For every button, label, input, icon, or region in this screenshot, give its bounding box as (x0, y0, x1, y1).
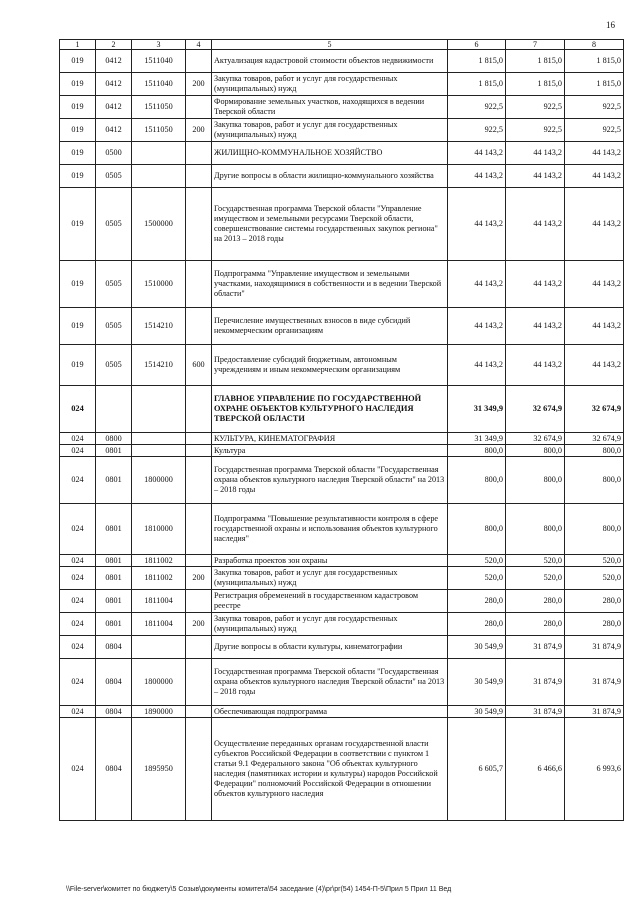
amount-year-1: 44 143,2 (448, 261, 506, 308)
section-code: 0801 (96, 567, 132, 590)
grbs-code: 019 (60, 119, 96, 142)
table-body (60, 40, 624, 821)
column-header: 4 (186, 40, 212, 50)
section-code: 0412 (96, 50, 132, 73)
amount-year-2: 32 674,9 (506, 386, 565, 433)
item-name: Государственная программа Тверской области "Государственная охрана объектов культурного наследия Тверской области" на 2013 – 2018 годы (212, 457, 448, 504)
amount-year-2: 1 815,0 (506, 50, 565, 73)
amount-year-2: 6 466,6 (506, 718, 565, 821)
target-article-code: 1511050 (132, 96, 186, 119)
expense-type-code: 600 (186, 345, 212, 386)
amount-year-1: 44 143,2 (448, 165, 506, 188)
expense-type-code (186, 308, 212, 345)
amount-year-1: 1 815,0 (448, 50, 506, 73)
amount-year-2: 800,0 (506, 504, 565, 555)
table-row (60, 659, 624, 706)
target-article-code: 1510000 (132, 261, 186, 308)
amount-year-3: 520,0 (565, 567, 624, 590)
amount-year-1: 1 815,0 (448, 73, 506, 96)
target-article-code: 1500000 (132, 188, 186, 261)
grbs-code: 019 (60, 73, 96, 96)
grbs-code: 019 (60, 188, 96, 261)
expense-type-code: 200 (186, 73, 212, 96)
amount-year-2: 44 143,2 (506, 261, 565, 308)
table-row (60, 590, 624, 613)
grbs-code: 024 (60, 590, 96, 613)
amount-year-2: 280,0 (506, 613, 565, 636)
table-row (60, 261, 624, 308)
amount-year-3: 32 674,9 (565, 433, 624, 445)
expense-type-code (186, 445, 212, 457)
amount-year-2: 32 674,9 (506, 433, 565, 445)
target-article-code: 1800000 (132, 659, 186, 706)
column-header: 3 (132, 40, 186, 50)
target-article-code: 1811002 (132, 567, 186, 590)
amount-year-2: 31 874,9 (506, 706, 565, 718)
section-code: 0412 (96, 96, 132, 119)
target-article-code (132, 386, 186, 433)
section-code: 0804 (96, 706, 132, 718)
amount-year-1: 31 349,9 (448, 433, 506, 445)
grbs-code: 024 (60, 613, 96, 636)
amount-year-2: 1 815,0 (506, 73, 565, 96)
amount-year-3: 44 143,2 (565, 142, 624, 165)
amount-year-3: 280,0 (565, 590, 624, 613)
expense-type-code (186, 261, 212, 308)
grbs-code: 019 (60, 308, 96, 345)
item-name: КУЛЬТУРА, КИНЕМАТОГРАФИЯ (212, 433, 448, 445)
section-code: 0801 (96, 555, 132, 567)
item-name: Закупка товаров, работ и услуг для государственных (муниципальных) нужд (212, 613, 448, 636)
target-article-code: 1800000 (132, 457, 186, 504)
expense-type-code (186, 50, 212, 73)
column-header: 7 (506, 40, 565, 50)
item-name: Осуществление переданных органам государственной власти субъектов Российской Федерации в соответствии с пунктом 1 статьи 9.1 Федерального закона "Об объектах культурного наследия (памятниках истории и культуры) народов Российской Федерации" полномочий Российской Федерации в отношении объектов культурного наследия (212, 718, 448, 821)
expense-type-code (186, 590, 212, 613)
table-row (60, 308, 624, 345)
item-name: Подпрограмма "Повышение результативности контроля в сфере государственной охраны и использования объектов культурного наследия" (212, 504, 448, 555)
target-article-code (132, 433, 186, 445)
budget-table (59, 39, 624, 821)
amount-year-3: 800,0 (565, 504, 624, 555)
amount-year-2: 31 874,9 (506, 636, 565, 659)
amount-year-2: 31 874,9 (506, 659, 565, 706)
expense-type-code (186, 142, 212, 165)
expense-type-code (186, 457, 212, 504)
amount-year-1: 520,0 (448, 555, 506, 567)
target-article-code: 1511040 (132, 50, 186, 73)
expense-type-code (186, 96, 212, 119)
table-row (60, 119, 624, 142)
item-name: Культура (212, 445, 448, 457)
item-name: Формирование земельных участков, находящихся в ведении Тверской области (212, 96, 448, 119)
item-name: ГЛАВНОЕ УПРАВЛЕНИЕ ПО ГОСУДАРСТВЕННОЙ ОХРАНЕ ОБЪЕКТОВ КУЛЬТУРНОГО НАСЛЕДИЯ ТВЕРСКОЙ ОБЛАСТИ (212, 386, 448, 433)
section-code: 0801 (96, 445, 132, 457)
grbs-code: 019 (60, 261, 96, 308)
item-name: Обеспечивающая подпрограмма (212, 706, 448, 718)
grbs-code: 019 (60, 345, 96, 386)
amount-year-1: 520,0 (448, 567, 506, 590)
section-code: 0412 (96, 73, 132, 96)
grbs-code: 024 (60, 706, 96, 718)
section-code: 0800 (96, 433, 132, 445)
amount-year-3: 44 143,2 (565, 345, 624, 386)
target-article-code: 1514210 (132, 345, 186, 386)
amount-year-1: 280,0 (448, 613, 506, 636)
amount-year-3: 800,0 (565, 457, 624, 504)
table-row (60, 613, 624, 636)
table-row (60, 50, 624, 73)
grbs-code: 024 (60, 445, 96, 457)
amount-year-1: 922,5 (448, 119, 506, 142)
amount-year-3: 44 143,2 (565, 308, 624, 345)
table-row (60, 188, 624, 261)
amount-year-1: 44 143,2 (448, 308, 506, 345)
target-article-code (132, 636, 186, 659)
section-code: 0801 (96, 457, 132, 504)
section-code: 0505 (96, 345, 132, 386)
item-name: Закупка товаров, работ и услуг для государственных (муниципальных) нужд (212, 567, 448, 590)
section-code: 0801 (96, 590, 132, 613)
amount-year-2: 922,5 (506, 96, 565, 119)
table-row (60, 96, 624, 119)
target-article-code (132, 142, 186, 165)
item-name: Государственная программа Тверской области "Государственная охрана объектов культурного наследия Тверской области" на 2013 – 2018 годы (212, 659, 448, 706)
target-article-code: 1810000 (132, 504, 186, 555)
table-row (60, 73, 624, 96)
expense-type-code (186, 555, 212, 567)
table-row (60, 445, 624, 457)
amount-year-1: 922,5 (448, 96, 506, 119)
item-name: Закупка товаров, работ и услуг для государственных (муниципальных) нужд (212, 119, 448, 142)
grbs-code: 019 (60, 96, 96, 119)
column-header: 1 (60, 40, 96, 50)
section-code: 0804 (96, 718, 132, 821)
section-code: 0801 (96, 613, 132, 636)
amount-year-2: 44 143,2 (506, 165, 565, 188)
target-article-code: 1511050 (132, 119, 186, 142)
grbs-code: 019 (60, 142, 96, 165)
item-name: Разработка проектов зон охраны (212, 555, 448, 567)
expense-type-code (186, 636, 212, 659)
grbs-code: 019 (60, 165, 96, 188)
target-article-code: 1895950 (132, 718, 186, 821)
amount-year-3: 520,0 (565, 555, 624, 567)
section-code: 0500 (96, 142, 132, 165)
column-header: 8 (565, 40, 624, 50)
amount-year-3: 922,5 (565, 119, 624, 142)
grbs-code: 024 (60, 457, 96, 504)
expense-type-code: 200 (186, 613, 212, 636)
amount-year-2: 800,0 (506, 445, 565, 457)
section-code: 0505 (96, 188, 132, 261)
column-header: 5 (212, 40, 448, 50)
column-header: 2 (96, 40, 132, 50)
section-code: 0801 (96, 504, 132, 555)
table-row (60, 636, 624, 659)
expense-type-code (186, 433, 212, 445)
expense-type-code (186, 165, 212, 188)
section-code (96, 386, 132, 433)
target-article-code: 1811004 (132, 590, 186, 613)
amount-year-1: 6 605,7 (448, 718, 506, 821)
amount-year-1: 44 143,2 (448, 345, 506, 386)
amount-year-2: 44 143,2 (506, 188, 565, 261)
amount-year-2: 800,0 (506, 457, 565, 504)
target-article-code: 1811002 (132, 555, 186, 567)
target-article-code: 1514210 (132, 308, 186, 345)
item-name: ЖИЛИЩНО-КОММУНАЛЬНОЕ ХОЗЯЙСТВО (212, 142, 448, 165)
amount-year-1: 44 143,2 (448, 188, 506, 261)
amount-year-1: 30 549,9 (448, 659, 506, 706)
grbs-code: 024 (60, 636, 96, 659)
expense-type-code: 200 (186, 567, 212, 590)
amount-year-1: 800,0 (448, 457, 506, 504)
grbs-code: 024 (60, 555, 96, 567)
amount-year-1: 280,0 (448, 590, 506, 613)
amount-year-3: 32 674,9 (565, 386, 624, 433)
grbs-code: 019 (60, 50, 96, 73)
amount-year-1: 30 549,9 (448, 706, 506, 718)
table-header-row (60, 40, 624, 50)
section-code: 0804 (96, 659, 132, 706)
amount-year-1: 44 143,2 (448, 142, 506, 165)
target-article-code: 1890000 (132, 706, 186, 718)
grbs-code: 024 (60, 386, 96, 433)
amount-year-2: 44 143,2 (506, 345, 565, 386)
expense-type-code: 200 (186, 119, 212, 142)
item-name: Другие вопросы в области культуры, кинематографии (212, 636, 448, 659)
amount-year-2: 520,0 (506, 555, 565, 567)
amount-year-2: 520,0 (506, 567, 565, 590)
item-name: Регистрация обременений в государственном кадастровом реестре (212, 590, 448, 613)
amount-year-1: 31 349,9 (448, 386, 506, 433)
amount-year-3: 1 815,0 (565, 73, 624, 96)
amount-year-3: 31 874,9 (565, 636, 624, 659)
expense-type-code (186, 504, 212, 555)
section-code: 0412 (96, 119, 132, 142)
amount-year-3: 44 143,2 (565, 188, 624, 261)
amount-year-3: 1 815,0 (565, 50, 624, 73)
section-code: 0505 (96, 261, 132, 308)
target-article-code: 1811004 (132, 613, 186, 636)
target-article-code (132, 445, 186, 457)
amount-year-3: 280,0 (565, 613, 624, 636)
item-name: Закупка товаров, работ и услуг для государственных (муниципальных) нужд (212, 73, 448, 96)
item-name: Подпрограмма "Управление имуществом и земельными участками, находящимися в собственности и в ведении Тверской области" (212, 261, 448, 308)
item-name: Государственная программа Тверской области "Управление имуществом и земельными ресурсами Тверской области, совершенствование системы государственных закупок региона" на 2013 – 2018 годы (212, 188, 448, 261)
amount-year-2: 922,5 (506, 119, 565, 142)
expense-type-code (186, 706, 212, 718)
table-row (60, 433, 624, 445)
amount-year-3: 922,5 (565, 96, 624, 119)
expense-type-code (186, 659, 212, 706)
amount-year-2: 44 143,2 (506, 308, 565, 345)
item-name: Перечисление имущественных взносов в виде субсидий некоммерческим организациям (212, 308, 448, 345)
table-row (60, 706, 624, 718)
section-code: 0505 (96, 165, 132, 188)
table-row (60, 165, 624, 188)
table-row (60, 555, 624, 567)
amount-year-1: 800,0 (448, 504, 506, 555)
amount-year-3: 44 143,2 (565, 261, 624, 308)
table-row (60, 504, 624, 555)
expense-type-code (186, 718, 212, 821)
table-row (60, 718, 624, 821)
page-number: 16 (606, 20, 615, 30)
table-row (60, 142, 624, 165)
table-row (60, 567, 624, 590)
item-name: Актуализация кадастровой стоимости объектов недвижимости (212, 50, 448, 73)
target-article-code: 1511040 (132, 73, 186, 96)
grbs-code: 024 (60, 567, 96, 590)
amount-year-3: 800,0 (565, 445, 624, 457)
target-article-code (132, 165, 186, 188)
amount-year-3: 6 993,6 (565, 718, 624, 821)
amount-year-3: 44 143,2 (565, 165, 624, 188)
amount-year-3: 31 874,9 (565, 706, 624, 718)
amount-year-1: 800,0 (448, 445, 506, 457)
expense-type-code (186, 386, 212, 433)
section-code: 0505 (96, 308, 132, 345)
amount-year-3: 31 874,9 (565, 659, 624, 706)
expense-type-code (186, 188, 212, 261)
amount-year-1: 30 549,9 (448, 636, 506, 659)
item-name: Другие вопросы в области жилищно-коммунального хозяйства (212, 165, 448, 188)
grbs-code: 024 (60, 659, 96, 706)
amount-year-2: 44 143,2 (506, 142, 565, 165)
table-row (60, 457, 624, 504)
file-path-footer: \\File-server\комитет по бюджету\5 Созыв\документы комитета\54 заседание (4)\pr\pr(54) 1454-П-5\Прил 5 Прил 11 Вед (66, 886, 452, 893)
item-name: Предоставление субсидий бюджетным, автономным учреждениям и иным некоммерческим организациям (212, 345, 448, 386)
section-code: 0804 (96, 636, 132, 659)
column-header: 6 (448, 40, 506, 50)
grbs-code: 024 (60, 433, 96, 445)
grbs-code: 024 (60, 718, 96, 821)
grbs-code: 024 (60, 504, 96, 555)
amount-year-2: 280,0 (506, 590, 565, 613)
table-row (60, 386, 624, 433)
table-row (60, 345, 624, 386)
